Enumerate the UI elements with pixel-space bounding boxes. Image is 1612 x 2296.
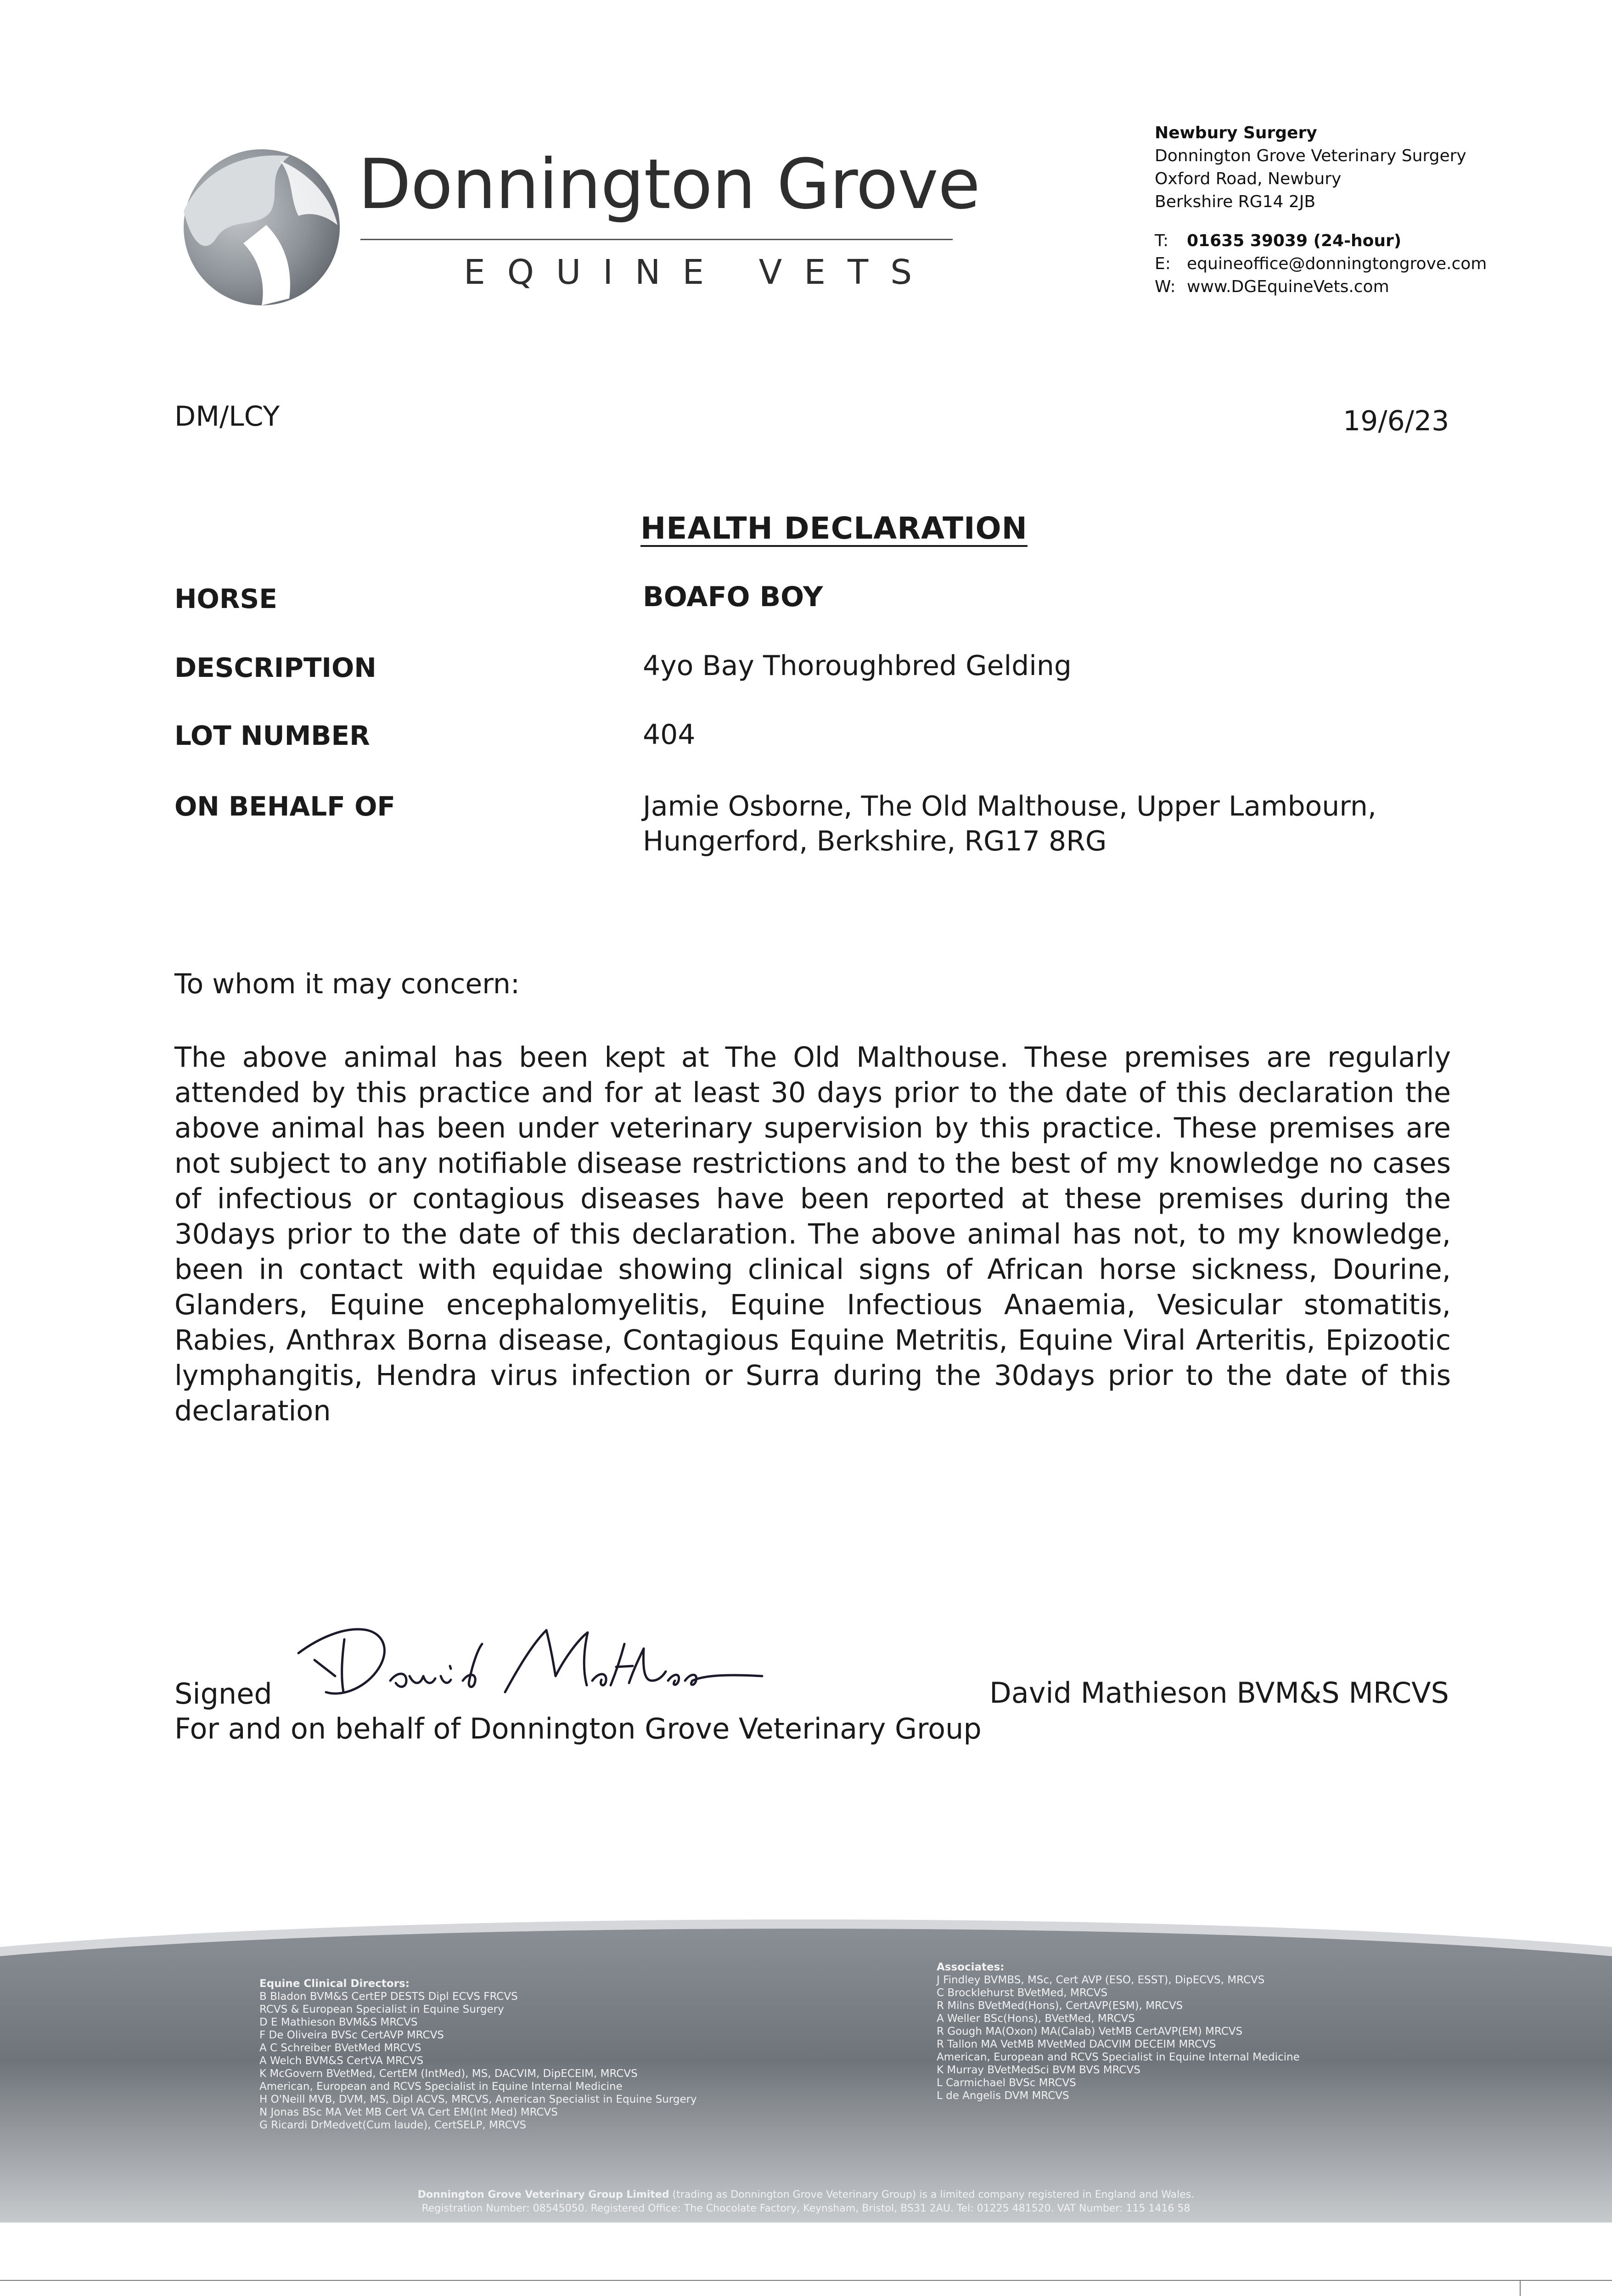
director-line: A C Schreiber BVetMed MRCVS (259, 2042, 421, 2054)
page-edge-tick (1520, 2280, 1521, 2296)
declaration-body: The above animal has been kept at The Old Malthouse. These premises are regularly attended by this practice and for at least 30 days prior to the date of this declaration the above animal has been under veterinary supervision by this practice. These premises are not subject to any notifiable disease restrictions and to the best of my knowledge no cases of infectious or contagious diseases have been reported at these premises during the 30days prior to the date of this declaration. The above animal has not, to my knowledge, been in contact with equidae showing clinical signs of African horse sickness, Dourine, Glanders, Equine encephalomyelitis, Equine Infectious Anaemia, Vesicular stomatitis, Rabies, Anthrax Borna disease, Contagious Equine Metritis, Equine Viral Arteritis, Epizootic lymphangitis, Hendra virus infection or Surra during the 30days prior to the date of this declaration (174, 1041, 1451, 1427)
associate-line: C Brocklehurst BVetMed, MRCVS (937, 1987, 1108, 1999)
director-line: K McGovern BVetMed, CertEM (IntMed), MS, DACVIM, DipECEIM, MRCVS (259, 2068, 638, 2080)
company-registered-office: Registration Number: 08545050. Registered Office: The Chocolate Factory, Keynsham, Bristol, BS31 2AU. Tel: 01225 481520. VAT Number: 115 1416 58 (421, 2203, 1191, 2214)
associates-heading: Associates: (937, 1961, 1005, 1973)
contact-phone: T: 01635 39039 (24-hour) (1155, 231, 1402, 250)
contact-website[interactable]: W: www.DGEquineVets.com (1155, 277, 1389, 296)
director-line: RCVS & European Specialist in Equine Surgery (259, 2003, 504, 2015)
field-value-on-behalf-of (643, 789, 1376, 859)
field-value-lot-number: 404 (643, 719, 696, 751)
signed-label: Signed (174, 1677, 272, 1711)
address-line: Donnington Grove Veterinary Surgery (1155, 146, 1466, 165)
associate-line: R Gough MA(Oxon) MA(Calab) VetMB CertAVP(EM) MRCVS (937, 2026, 1243, 2037)
logo-horse-icon (174, 142, 349, 308)
company-registration (0, 2188, 1612, 2216)
contact-email[interactable]: E: equineoffice@donningtongrove.com (1155, 254, 1487, 273)
surgery-address (1155, 122, 1466, 214)
field-label-lot-number: LOT NUMBER (174, 720, 370, 751)
brand-divider (360, 239, 953, 240)
signatory-name: David Mathieson BVM&S MRCVS (989, 1676, 1449, 1710)
associate-line: R Milns BVetMed(Hons), CertAVP(ESM), MRCVS (937, 2000, 1183, 2012)
director-line: N Jonas BSc MA Vet MB Cert VA Cert EM(Int Med) MRCVS (259, 2106, 558, 2118)
contact-details (1155, 230, 1487, 298)
associate-line: American, European and RCVS Specialist in Equine Internal Medicine (937, 2051, 1300, 2063)
associate-line: R Tallon MA VetMB MVetMed DACVIM DECEIM MRCVS (937, 2038, 1216, 2050)
footer-band (0, 1892, 1612, 2223)
field-label-description: DESCRIPTION (174, 652, 376, 683)
field-label-horse: HORSE (174, 583, 277, 614)
field-label-on-behalf-of: ON BEHALF OF (174, 791, 395, 822)
brand-name: Donnington Grove (358, 145, 980, 225)
associate-line: L Carmichael BVSc MRCVS (937, 2077, 1076, 2089)
address-line: Oxford Road, Newbury (1155, 169, 1342, 188)
associate-line: K Murray BVetMedSci BVM BVS MRCVS (937, 2064, 1140, 2076)
reference-code: DM/LCY (174, 400, 280, 433)
associate-line: L de Angelis DVM MRCVS (937, 2090, 1069, 2102)
director-line: D E Mathieson BVM&S MRCVS (259, 2016, 418, 2028)
company-name: Donnington Grove Veterinary Group Limited (417, 2189, 669, 2200)
greeting: To whom it may concern: (174, 968, 520, 1000)
director-line: American, European and RCVS Specialist in Equine Internal Medicine (259, 2081, 623, 2093)
address-line: Newbury Surgery (1155, 124, 1317, 142)
associate-line: J Findley BVMBS, MSc, Cert AVP (ESO, ESST), DipECVS, MRCVS (937, 1974, 1265, 1986)
field-value-horse: BOAFO BOY (643, 581, 823, 613)
page-edge-line (0, 2280, 1612, 2281)
signatory-behalf: For and on behalf of Donnington Grove Veterinary Group (174, 1712, 982, 1745)
behalf-line: Hungerford, Berkshire, RG17 8RG (643, 825, 1107, 857)
document-title: HEALTH DECLARATION (640, 511, 1028, 546)
associate-line: A Weller BSc(Hons), BVetMed, MRCVS (937, 2013, 1135, 2025)
company-trading: (trading as Donnington Grove Veterinary Group) is a limited company registered in England and Wales. (669, 2189, 1195, 2200)
footer-associates (937, 1961, 1300, 2102)
handwritten-signature (289, 1612, 767, 1708)
behalf-line: Jamie Osborne, The Old Malthouse, Upper Lambourn, (643, 790, 1376, 822)
footer-directors (259, 1977, 697, 2132)
director-line: B Bladon BVM&S CertEP DESTS Dipl ECVS FRCVS (259, 1991, 518, 2003)
directors-heading: Equine Clinical Directors: (259, 1978, 410, 1990)
director-line: H O'Neill MVB, DVM, MS, Dipl ACVS, MRCVS, American Specialist in Equine Surgery (259, 2093, 697, 2105)
brand-subtitle: EQUINE VETS (464, 253, 934, 292)
address-line: Berkshire RG14 2JB (1155, 192, 1316, 211)
director-line: G Ricardi DrMedvet(Cum laude), CertSELP, MRCVS (259, 2119, 527, 2131)
director-line: A Welch BVM&S CertVA MRCVS (259, 2055, 424, 2067)
director-line: F De Oliveira BVSc CertAVP MRCVS (259, 2029, 444, 2041)
field-value-description: 4yo Bay Thoroughbred Gelding (643, 650, 1072, 682)
letter-date: 19/6/23 (1343, 405, 1449, 437)
